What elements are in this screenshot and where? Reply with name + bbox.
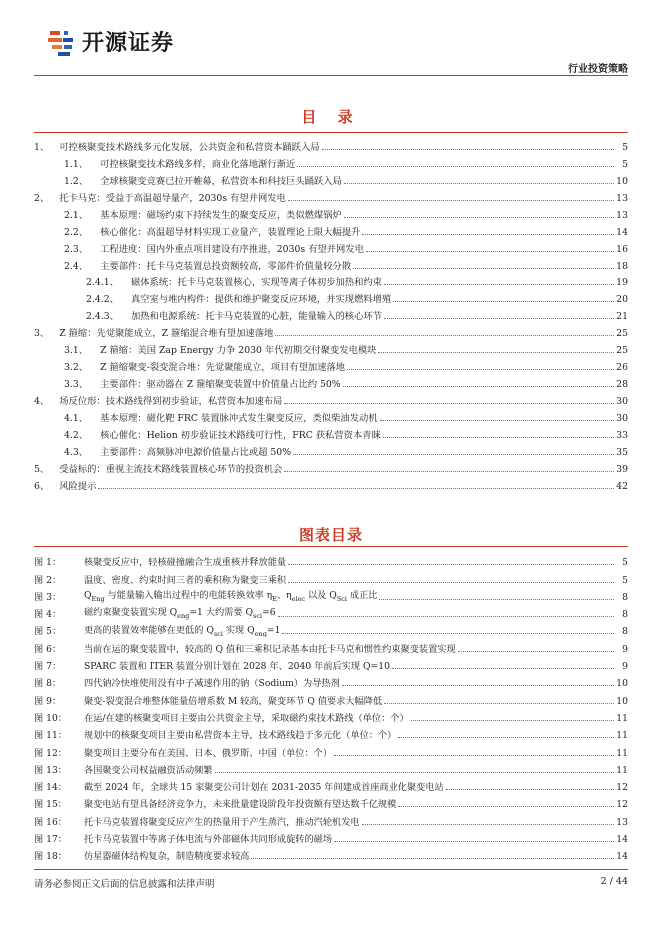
figure-leader-dots: [215, 772, 614, 773]
figure-entry-page: 9: [622, 661, 628, 673]
toc-entry[interactable]: [34, 272, 628, 289]
toc-entry-title: Z 箍缩聚变-裂变混合堆：先觉聚能成立，项目有望加速落地: [100, 362, 346, 374]
toc-entry-title: 主要部件：高频脉冲电源价值量占比或超 50%: [100, 446, 292, 458]
toc-leader-dots: [284, 403, 614, 404]
toc-entry[interactable]: [34, 475, 628, 492]
toc-entry-number: 3.1、: [64, 345, 89, 357]
figure-entry[interactable]: [34, 603, 628, 620]
figure-entry[interactable]: [34, 828, 628, 845]
toc-leader-dots: [275, 335, 614, 336]
table-of-contents: [34, 136, 628, 492]
brand-logo-icon: [48, 27, 76, 57]
toc-title: 目 录: [301, 108, 361, 126]
toc-entry-number: 2.4、: [64, 260, 89, 272]
toc-entry-title: 场反位形：技术路线得到初步验证，私营资本加速布局: [59, 396, 283, 407]
figure-leader-dots: [334, 755, 614, 756]
toc-entry-number: 3.2、: [64, 362, 89, 374]
figure-entry[interactable]: [34, 551, 628, 568]
figure-entry-number: 图 9：: [34, 695, 62, 707]
toc-entry-title: 核心催化：Helion 初步验证技术路线可行性，FRC 获私营资本青睐: [100, 429, 381, 441]
figure-entry-page: 14: [616, 834, 628, 846]
toc-leader-dots: [343, 386, 614, 387]
toc-entry-page: 35: [616, 446, 628, 458]
figure-entry-number: 图 11：: [34, 730, 67, 742]
footer-divider: [34, 869, 628, 870]
figure-entry-page: 11: [616, 730, 628, 742]
figure-entry-title: 当前在运的聚变装置中，较高的 Q 值和三乘积记录基本由托卡马克和惯性约束聚变装置实现: [84, 643, 456, 655]
toc-entry-number: 2.1、: [64, 209, 89, 221]
figure-entry-page: 12: [616, 799, 628, 811]
toc-entry-title: 全球核聚变竞赛已拉开帷幕，私营资本和科技巨头踊跃入局: [100, 175, 342, 187]
figure-entry-title: 聚变电站有望具备经济竞争力，未来批量建设阶段年投资额有望达数千亿规模: [84, 799, 397, 811]
figure-entry-page: 10: [616, 678, 628, 690]
figure-entry-number: 图 14：: [34, 782, 67, 794]
toc-entry-page: 25: [616, 328, 628, 340]
toc-entry-title: 托卡马克：受益于高温超导量产，2030s 有望并网发电: [59, 192, 286, 204]
figure-entry-title: 温度、密度、约束时间三者的乘积称为聚变三乘积: [84, 574, 287, 586]
toc-entry[interactable]: [34, 204, 628, 221]
brand-logo: [48, 26, 174, 57]
figure-entry[interactable]: [34, 586, 628, 603]
figure-entry[interactable]: [34, 568, 628, 585]
toc-leader-dots: [380, 420, 614, 421]
subscript: eng: [177, 612, 190, 621]
figure-entry-page: 8: [622, 591, 628, 603]
figure-entry-number: 图 7：: [34, 661, 62, 673]
figure-leader-dots: [392, 668, 614, 669]
toc-entry-page: 13: [616, 209, 628, 221]
figures-top-divider: [34, 546, 628, 547]
figure-entry-title: 更高的装置效率能够在更低的 $Q_{sci}$ 实现 $Q_{eng}=1$: [84, 624, 281, 638]
toc-entry-page: 26: [616, 362, 628, 374]
toc-leader-dots: [288, 200, 614, 201]
toc-entry[interactable]: [34, 136, 628, 153]
toc-entry-number: 4.3、: [64, 446, 89, 458]
toc-entry-page: 25: [616, 345, 628, 357]
toc-entry-page: 42: [616, 480, 628, 492]
toc-entry[interactable]: [34, 153, 628, 170]
figure-entry-number: 图 2：: [34, 574, 62, 586]
list-of-figures: [34, 551, 628, 862]
toc-entry[interactable]: [34, 424, 628, 441]
toc-leader-dots: [344, 217, 614, 218]
toc-entry-title: 主要部件：托卡马克装置总投资额较高，零部件价值量较分散: [100, 260, 352, 272]
figure-entry[interactable]: [34, 672, 628, 689]
subscript: Sci: [336, 594, 347, 603]
figure-leader-dots: [288, 564, 614, 565]
figure-entry-number: 图 8：: [34, 678, 62, 690]
toc-leader-dots: [393, 301, 614, 302]
toc-entry-title: 加热和电源系统：托卡马克装置的心脏，能量输入的核心环节: [130, 311, 382, 323]
toc-leader-dots: [366, 251, 614, 252]
figure-entry-title: 磁约束聚变装置实现 $Q_{eng}=1$ 大约需要 $Q_{sci}=6$: [84, 607, 276, 621]
toc-entry-title: 可控核聚变技术路线多元化发展，公共资金和私营资本踊跃入局: [59, 141, 320, 153]
toc-leader-dots: [378, 352, 614, 353]
toc-entry-title: 工程进度：国内外重点项目建设有序推进，2030s 有望并网发电: [100, 243, 364, 255]
toc-entry[interactable]: [34, 390, 628, 407]
toc-entry-page: 20: [616, 294, 628, 306]
figure-entry-page: 5: [622, 574, 628, 586]
figure-entry[interactable]: [34, 759, 628, 776]
figure-leader-dots: [282, 633, 614, 634]
toc-entry-page: 5: [622, 158, 628, 170]
figure-entry[interactable]: [34, 776, 628, 793]
figure-entry-number: 图 12：: [34, 747, 67, 759]
figure-entry-number: 图 6：: [34, 643, 62, 655]
figure-entry-title: SPARC 装置和 ITER 装置分别计划在 2028 年、2040 年前后实现 Q=10: [84, 661, 390, 673]
toc-entry-title: Z 箍缩：美国 Zap Energy 力争 2030 年代初期交付聚变发电模块: [100, 345, 377, 357]
toc-entry-number: 6、: [34, 480, 50, 492]
subscript: eng: [254, 629, 267, 638]
figure-leader-dots: [251, 858, 614, 859]
figure-leader-dots: [446, 789, 614, 790]
figure-entry-number: 图 17：: [34, 834, 67, 846]
figure-entry-title: 四代钠冷快堆使用没有中子减速作用的钠（Sodium）为导热剂: [84, 678, 340, 690]
toc-leader-dots: [297, 166, 614, 167]
toc-entry-title: 受益标的：重视主流技术路线装置核心环节的投资机会: [59, 463, 283, 475]
figures-title: 图表目录: [298, 526, 363, 544]
toc-entry[interactable]: [34, 305, 628, 322]
toc-entry-page: 14: [616, 226, 628, 238]
toc-entry[interactable]: [34, 407, 628, 424]
toc-entry[interactable]: [34, 441, 628, 458]
figure-entry[interactable]: [34, 810, 628, 827]
toc-leader-dots: [293, 454, 614, 455]
figure-entry-title: 仿星器磁体结构复杂，制造精度要求较高: [84, 851, 250, 863]
toc-entry[interactable]: [34, 373, 628, 390]
figure-entry[interactable]: [34, 689, 628, 706]
toc-entry-number: 4.2、: [64, 429, 89, 441]
toc-entry-page: 16: [616, 243, 628, 255]
toc-entry[interactable]: [34, 322, 628, 339]
figure-entry[interactable]: [34, 637, 628, 654]
figure-entry-page: 14: [616, 851, 628, 863]
figure-entry-number: 图 16：: [34, 816, 67, 828]
figure-leader-dots: [362, 824, 614, 825]
toc-entry-page: 28: [616, 379, 628, 391]
figure-entry-title: 核聚变反应中，轻核碰撞融合生成重核并释放能量: [84, 557, 287, 569]
toc-leader-dots: [353, 268, 614, 269]
toc-entry-number: 4、: [34, 396, 50, 407]
toc-leader-dots: [362, 234, 614, 235]
toc-entry[interactable]: [34, 170, 628, 187]
toc-leader-dots: [384, 284, 614, 285]
toc-leader-dots: [347, 369, 614, 370]
toc-entry-page: 39: [616, 463, 628, 475]
toc-leader-dots: [384, 318, 614, 319]
toc-leader-dots: [98, 488, 614, 489]
toc-leader-dots: [322, 149, 614, 150]
figure-leader-dots: [342, 685, 614, 686]
figure-entry-number: 图 1：: [34, 557, 62, 569]
figure-entry[interactable]: [34, 707, 628, 724]
figure-entry-title: 聚变-裂变混合堆整体能量倍增系数 M 较高，聚变环节 Q 值要求大幅降低: [84, 695, 383, 707]
toc-entry-number: 4.1、: [64, 412, 89, 424]
figure-entry-page: 12: [616, 782, 628, 794]
figure-entry-number: 图 4：: [34, 609, 62, 621]
toc-entry-number: 1、: [34, 141, 50, 153]
toc-entry-title: 真空室与堆内构件：提供和维护聚变反应环境，并实现燃料增殖: [130, 294, 392, 306]
toc-entry-number: 3.3、: [64, 379, 89, 391]
toc-entry-number: 5、: [34, 463, 50, 475]
figure-entry-title: 各国聚变公司权益融资活动频繁: [84, 764, 213, 776]
toc-entry[interactable]: [34, 356, 628, 373]
toc-entry-page: 21: [616, 311, 628, 323]
toc-entry[interactable]: [34, 255, 628, 272]
toc-top-divider: [34, 132, 628, 133]
toc-entry-page: 33: [616, 429, 628, 441]
subscript: E: [272, 594, 277, 603]
toc-leader-dots: [284, 471, 614, 472]
figure-entry-number: 图 18：: [34, 851, 67, 863]
figure-entry-number: 图 13：: [34, 764, 67, 776]
figure-entry[interactable]: [34, 724, 628, 741]
toc-entry-title: 风险提示: [59, 480, 97, 492]
figure-entry-title: 在运/在建的核聚变项目主要由公共资金主导，采取磁约束技术路线（单位：个）: [84, 712, 409, 724]
toc-leader-dots: [383, 437, 614, 438]
toc-entry-number: 2.4.2、: [86, 294, 119, 306]
figure-leader-dots: [398, 737, 614, 738]
toc-entry-number: 2.3、: [64, 243, 89, 255]
toc-entry-page: 18: [616, 260, 628, 272]
page-number: 2 / 44: [600, 876, 628, 887]
subscript: elec: [291, 594, 306, 603]
footer-disclaimer: 请务必参阅正文后面的信息披露和法律声明: [34, 879, 215, 890]
toc-entry-number: 2.4.3、: [86, 311, 119, 323]
figure-entry[interactable]: [34, 620, 628, 637]
figure-entry-number: 图 10：: [34, 712, 67, 724]
toc-entry-page: 13: [616, 192, 628, 204]
document-category: 行业投资策略: [568, 64, 628, 75]
figure-entry-page: 13: [616, 816, 628, 828]
figure-leader-dots: [288, 582, 614, 583]
toc-entry-number: 3、: [34, 328, 50, 340]
toc-entry-title: 可控核聚变技术路线多样，商业化落地渐行渐近: [100, 158, 296, 170]
toc-entry-number: 1.2、: [64, 175, 89, 187]
figure-entry[interactable]: [34, 845, 628, 862]
figure-entry-page: 11: [616, 764, 628, 776]
figure-entry-title: 截至 2024 年，全球共 15 家聚变公司计划在 2031-2035 年间建成首座商业化聚变电站: [84, 782, 444, 794]
toc-entry-number: 2.4.1、: [86, 277, 119, 289]
subscript: sci: [253, 612, 263, 621]
figure-entry-title: 托卡马克装置将聚变反应产生的热量用于产生蒸汽，推动汽轮机发电: [84, 816, 360, 828]
toc-entry[interactable]: [34, 458, 628, 475]
figure-entry-title: 托卡马克装置中等离子体电流与外部磁体共同形成旋转的磁场: [84, 834, 333, 846]
toc-entry[interactable]: [34, 339, 628, 356]
brand-name: 开源证券: [82, 31, 175, 56]
toc-leader-dots: [344, 183, 614, 184]
toc-entry-title: Z 箍缩：先觉聚能成立，Z 箍缩混合堆有望加速落地: [59, 328, 274, 340]
toc-entry-title: 磁体系统：托卡马克装置核心，实现等离子体初步加热和约束: [130, 277, 382, 289]
figure-leader-dots: [278, 616, 614, 617]
toc-entry-page: 10: [616, 175, 628, 187]
figure-entry-page: 8: [622, 609, 628, 621]
figure-entry[interactable]: [34, 793, 628, 810]
figure-leader-dots: [398, 806, 614, 807]
figure-entry-page: 8: [622, 626, 628, 638]
figure-entry-page: 11: [616, 747, 628, 759]
figure-entry-title: 规划中的核聚变项目主要由私营资本主导，技术路线趋于多元化（单位：个）: [84, 730, 397, 742]
header-divider: [34, 75, 628, 76]
figure-entry-number: 图 3：: [34, 591, 62, 603]
figure-leader-dots: [334, 841, 614, 842]
figure-entry-title: 聚变项目主要分布在美国、日本、俄罗斯、中国（单位：个）: [84, 747, 333, 759]
figure-entry-page: 11: [616, 712, 628, 724]
figure-leader-dots: [384, 703, 614, 704]
figure-entry-page: 9: [622, 643, 628, 655]
toc-entry[interactable]: [34, 288, 628, 305]
toc-entry-number: 1.1、: [64, 158, 89, 170]
figure-leader-dots: [379, 599, 614, 600]
figure-entry-number: 图 15：: [34, 799, 67, 811]
figure-leader-dots: [458, 651, 614, 652]
subscript: Eng: [91, 594, 105, 603]
toc-entry-page: 19: [616, 277, 628, 289]
toc-entry-page: 30: [616, 396, 628, 407]
figure-entry-page: 5: [622, 557, 628, 569]
toc-entry-title: 核心催化：高温超导材料实现工业量产，装置理论上限大幅提升: [100, 226, 361, 238]
toc-entry[interactable]: [34, 221, 628, 238]
toc-entry-number: 2、: [34, 192, 50, 204]
toc-entry-title: 主要部件：驱动器在 Z 箍缩聚变装置中价值量占比约 50%: [100, 379, 341, 391]
figure-entry[interactable]: [34, 655, 628, 672]
figure-entry-title: $Q_{Eng}$ 与能量输入输出过程中的电能转换效率 $\eta_E$、$\eta_{elec}$ 以及 $Q_{Sci}$ 成正比: [84, 590, 378, 603]
figure-entry-number: 图 5：: [34, 626, 62, 638]
toc-entry-number: 2.2、: [64, 226, 89, 238]
subscript: sci: [213, 629, 223, 638]
figure-leader-dots: [411, 720, 614, 721]
toc-entry-page: 30: [616, 412, 628, 424]
toc-entry-title: 基本原理：磁场约束下持续发生的聚变反应，类似燃煤锅炉: [100, 209, 342, 221]
toc-entry-page: 5: [622, 141, 628, 153]
toc-entry-title: 基本原理：磁化靶 FRC 装置脉冲式发生聚变反应，类似柴油发动机: [100, 412, 378, 424]
figure-entry[interactable]: [34, 741, 628, 758]
toc-entry[interactable]: [34, 238, 628, 255]
figure-entry-page: 10: [616, 695, 628, 707]
toc-entry[interactable]: [34, 187, 628, 204]
